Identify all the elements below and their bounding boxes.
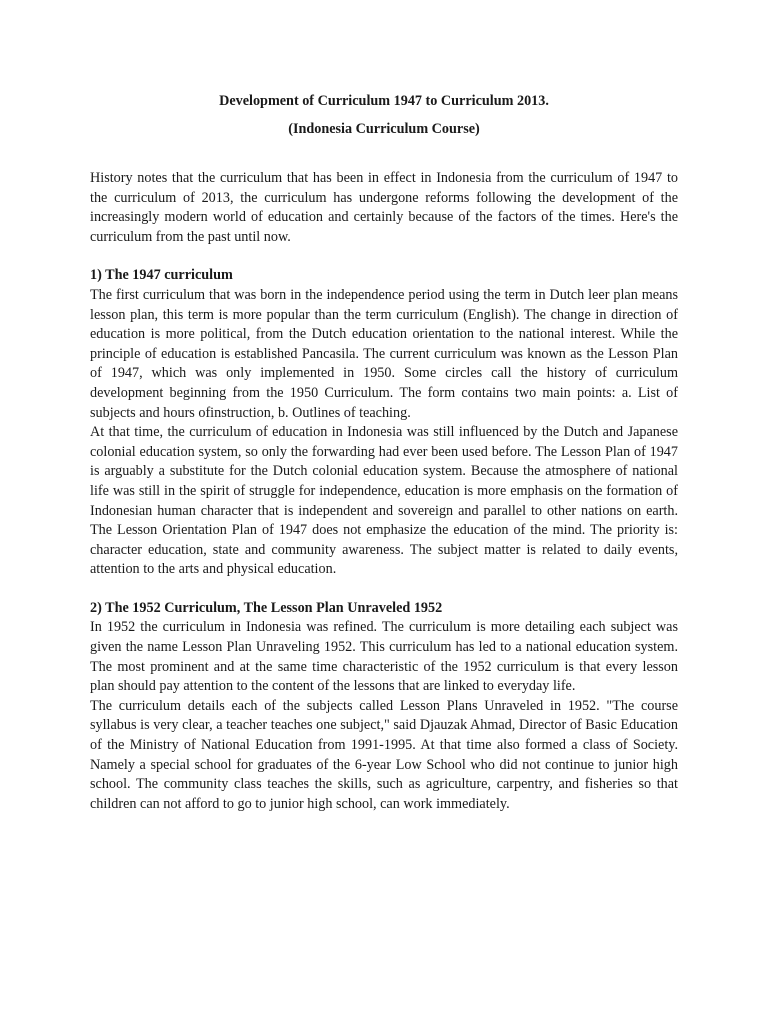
section-1952-paragraph-2: The curriculum details each of the subjects called Lesson Plans Unraveled in 1952. "The course syllabus is very clear, a teacher teaches one subject," said Djauzak Ahmad, Director of Basic Education of the Ministry of National Education from 1991-1995. At that time also formed a class of Society. Namely a special school for graduates of the 6-year Low School who did not continue to junior high school. The community class teaches the skills, such as agriculture, carpentry, and fisheries so that children can not afford to go to junior high school, can work immediately. — [90, 697, 678, 812]
document-subtitle: (Indonesia Curriculum Course) — [288, 120, 480, 137]
section-heading-1947: 1) The 1947 curriculum — [90, 267, 233, 284]
section-1952-paragraph-1: In 1952 the curriculum in Indonesia was refined. The curriculum is more detailing each subject was given the name Lesson Plan Unraveling 1952. This curriculum has led to a national education system. The most prominent and at the same time characteristic of the 1952 curriculum is that every lesson plan should pay attention to the content of the lessons that are linked to everyday life. — [90, 619, 678, 695]
intro-paragraph: History notes that the curriculum that has been in effect in Indonesia from the curriculum of 1947 to the curriculum of 2013, the curriculum has undergone reforms following the development of the increasingly modern world of education and certainly because of the factors of the times. Here's the curriculum from the past until now. — [90, 170, 678, 245]
section-heading-1952: 2) The 1952 Curriculum, The Lesson Plan Unraveled 1952 — [90, 599, 443, 616]
section-1947-paragraph-2: At that time, the curriculum of education in Indonesia was still influenced by the Dutch and Japanese colonial education system, so only the forwarding had ever been used before. The Lesson Plan of 1947 is arguably a substitute for the Dutch colonial education system. Because the atmosphere of national life was still in the spirit of struggle for independence, education is more emphasis on the formation of Indonesian human character that is independent and sovereign and parallel to other nations on earth. The Lesson Orientation Plan of 1947 does not emphasize the education of the mind. The priority is: character education, state and community awareness. The subject matter is related to daily events, attention to the arts and physical education. — [90, 424, 678, 578]
document-page — [90, 92, 678, 814]
document-title: Development of Curriculum 1947 to Curriculum 2013. — [219, 93, 549, 109]
section-1947-paragraph-1: The first curriculum that was born in the independence period using the term in Dutch leer plan means lesson plan, this term is more popular than the term curriculum (English). The change in direction of education is more political, from the Dutch education orientation to the national interest. While the principle of education is established Pancasila. The current curriculum was known as the Lesson Plan of 1947, which was only implemented in 1950. Some circles call the history of curriculum development beginning from the 1950 Curriculum. The form contains two main points: a. List of subjects and hours ofinstruction, b. Outlines of teaching. — [90, 286, 678, 421]
